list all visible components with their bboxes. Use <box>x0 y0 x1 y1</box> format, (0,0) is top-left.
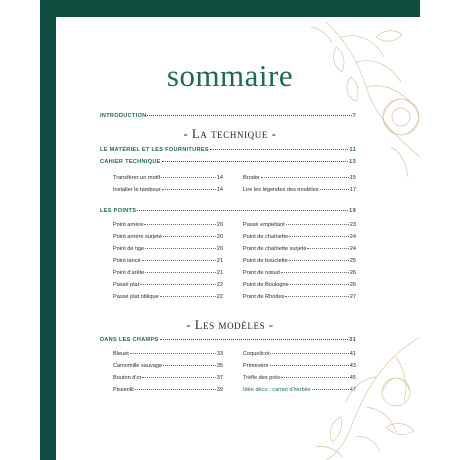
section-label: LE MATÉRIEL ET LES FOURNITURES <box>100 147 209 153</box>
section-label: DANS LES CHAMPS <box>100 337 159 343</box>
toc-entry[interactable] <box>113 187 223 194</box>
entry-label: Point de chaînette <box>243 234 289 240</box>
entry-label: Passé plat oblique <box>113 294 159 300</box>
toc-les-points[interactable] <box>100 208 356 215</box>
leader-dots <box>163 365 216 366</box>
entry-label: Point de Rhodes <box>243 294 285 300</box>
entry-label: Point de Boulogne <box>243 282 289 288</box>
leader-dots <box>307 248 348 249</box>
entry-label: Passé empiétant <box>243 222 285 228</box>
toc-entry[interactable] <box>113 246 223 253</box>
toc-entry[interactable] <box>243 175 356 182</box>
page-number: 33 <box>216 351 223 357</box>
leader-dots <box>285 296 348 297</box>
toc-entry[interactable] <box>113 258 223 265</box>
leader-dots <box>290 284 349 285</box>
entry-label: Idée déco : carnet d'herbier <box>243 387 311 393</box>
toc-entry[interactable] <box>243 351 356 358</box>
page-number: 41 <box>349 351 356 357</box>
leader-dots <box>270 365 349 366</box>
toc-entry[interactable] <box>243 294 356 301</box>
page-number: 26 <box>349 270 356 276</box>
toc-entry[interactable] <box>113 351 223 358</box>
leader-dots <box>289 236 349 237</box>
toc-entry[interactable] <box>243 258 356 265</box>
page-number: 25 <box>349 258 356 264</box>
leader-dots <box>137 210 348 211</box>
page-number: 13 <box>349 159 356 165</box>
page-number: 22 <box>216 294 223 300</box>
leader-dots <box>281 377 349 378</box>
leader-dots <box>163 236 216 237</box>
leader-dots <box>312 389 349 390</box>
toc-dans-les-champs[interactable] <box>100 337 356 344</box>
toc-entry[interactable] <box>113 234 223 241</box>
section-label: LES POINTS <box>100 208 137 214</box>
entry-label: Bleuet <box>113 351 129 357</box>
page-number: 14 <box>216 187 223 193</box>
toc-materiel[interactable] <box>100 147 356 154</box>
part-title-technique: - La technique - <box>183 127 277 141</box>
entry-label: Point d'arête <box>113 270 145 276</box>
entry-label: Transférer un motif <box>113 175 161 181</box>
page-number: 15 <box>349 175 356 181</box>
toc-introduction[interactable] <box>100 113 356 120</box>
toc-entry[interactable] <box>113 175 223 182</box>
entry-label: Camomille sauvage <box>113 363 163 369</box>
leader-dots <box>145 248 216 249</box>
leader-dots <box>142 260 216 261</box>
page-number: 20 <box>216 222 223 228</box>
entry-label: Point de nœud <box>243 270 280 276</box>
page-number: 11 <box>349 147 356 153</box>
leader-dots <box>161 177 216 178</box>
page-number: 21 <box>216 270 223 276</box>
entry-label: Point arrière surjeté <box>113 234 162 240</box>
page-number: 14 <box>216 175 223 181</box>
page-number: 24 <box>349 246 356 252</box>
toc-entry[interactable] <box>243 282 356 289</box>
entry-label: Pissenlit <box>113 387 134 393</box>
leader-dots <box>130 353 216 354</box>
toc-entry[interactable] <box>113 222 223 229</box>
page-number: 20 <box>216 234 223 240</box>
leader-dots <box>162 189 216 190</box>
leader-dots <box>289 260 349 261</box>
leader-dots <box>270 353 348 354</box>
entry-label: Coquelicot <box>243 351 270 357</box>
page-number: 19 <box>349 208 356 214</box>
toc-entry[interactable] <box>113 375 223 382</box>
page-number: 43 <box>349 363 356 369</box>
leader-dots <box>162 161 348 162</box>
entry-label: Point de chaînette surjeté <box>243 246 307 252</box>
entry-label: Point arrière <box>113 222 144 228</box>
leader-dots <box>286 224 349 225</box>
toc-entry[interactable] <box>113 387 223 394</box>
leader-dots <box>144 224 215 225</box>
page-number: 22 <box>216 282 223 288</box>
section-label: INTRODUCTION <box>100 113 147 119</box>
toc-entry[interactable] <box>243 187 356 194</box>
leader-dots <box>210 149 349 150</box>
entry-label: Passé plat <box>113 282 140 288</box>
toc-entry[interactable] <box>243 375 356 382</box>
entry-label: Lire les légendes des modèles <box>243 187 319 193</box>
page-number: 31 <box>349 337 356 343</box>
page-number: 45 <box>349 375 356 381</box>
entry-label: Broder <box>243 175 260 181</box>
toc-entry[interactable] <box>243 246 356 253</box>
toc-entry[interactable] <box>113 282 223 289</box>
entry-label: Point de bouclette <box>243 258 288 264</box>
page-number: 20 <box>216 246 223 252</box>
entry-label: Trèfle des prés <box>243 375 281 381</box>
entry-label: Bouton d'or <box>113 375 142 381</box>
toc-entry[interactable] <box>243 270 356 277</box>
leader-dots <box>145 272 216 273</box>
leader-dots <box>140 284 216 285</box>
leader-dots <box>261 177 349 178</box>
toc-entry-highlight[interactable] <box>243 387 356 394</box>
toc-entry[interactable] <box>243 234 356 241</box>
part-title-modeles: - Les modèles - <box>186 318 274 332</box>
entry-label: Point de tige <box>113 246 145 252</box>
leader-dots <box>160 296 216 297</box>
toc-entry[interactable] <box>243 363 356 370</box>
page-number: 21 <box>216 258 223 264</box>
leader-dots <box>147 115 351 116</box>
page-number: 39 <box>216 387 223 393</box>
page-number: 7 <box>352 113 356 119</box>
page-number: 37 <box>216 375 223 381</box>
leader-dots <box>135 389 216 390</box>
entry-label: Installer le tambour <box>113 187 161 193</box>
leader-dots <box>142 377 215 378</box>
page-number: 27 <box>349 294 356 300</box>
leader-dots <box>320 189 349 190</box>
toc-entry[interactable] <box>113 270 223 277</box>
page-title: sommaire <box>166 58 294 93</box>
page-number: 26 <box>349 282 356 288</box>
toc-entry[interactable] <box>113 294 223 301</box>
toc-entry[interactable] <box>243 222 356 229</box>
page-number: 47 <box>349 387 356 393</box>
page-number: 24 <box>349 234 356 240</box>
page-number: 17 <box>349 187 356 193</box>
toc-entry[interactable] <box>113 363 223 370</box>
section-label: CAHIER TECHNIQUE <box>100 159 161 165</box>
page-number: 23 <box>349 222 356 228</box>
entry-label: Primevère <box>243 363 269 369</box>
page-number: 35 <box>216 363 223 369</box>
entry-label: Point lancé <box>113 258 141 264</box>
leader-dots <box>160 339 349 340</box>
toc-cahier-technique[interactable] <box>100 159 356 166</box>
leader-dots <box>281 272 349 273</box>
